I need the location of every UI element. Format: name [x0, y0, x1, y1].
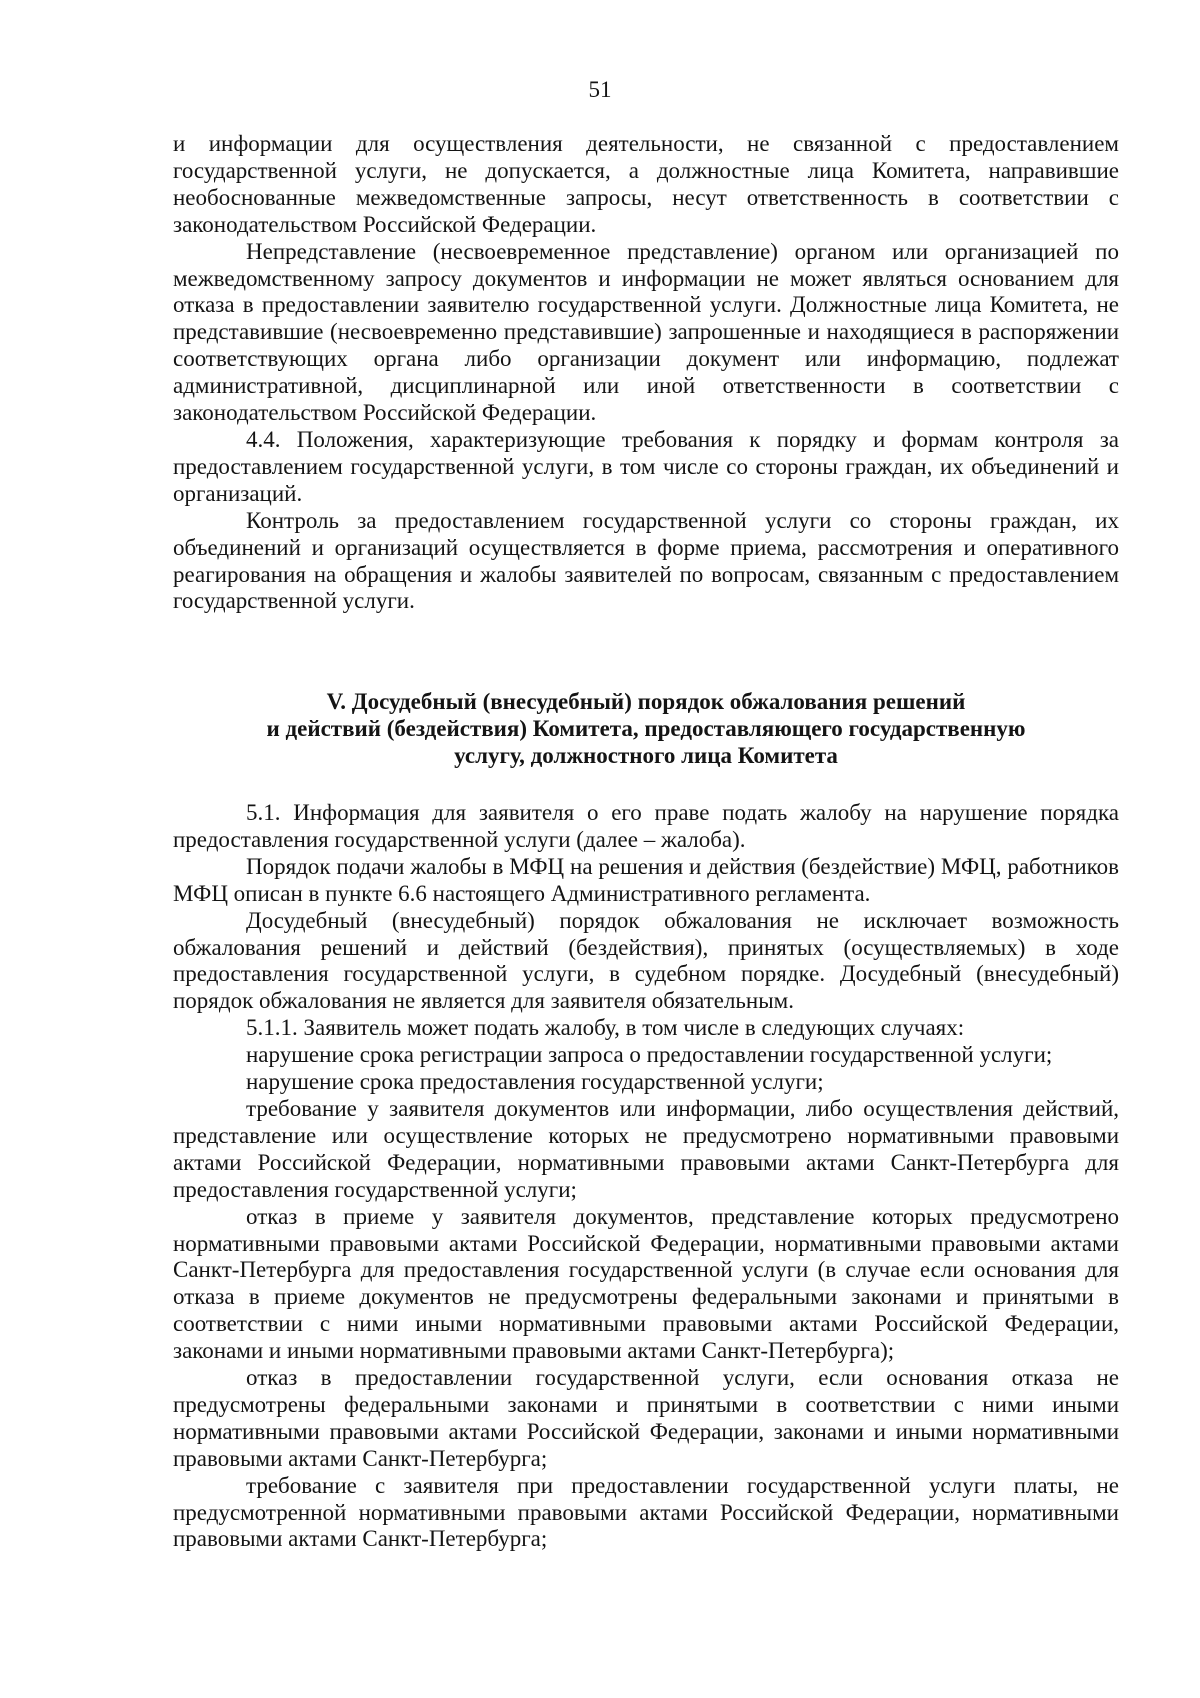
paragraph: нарушение срока предоставления государственной услуги; [246, 1069, 824, 1095]
paragraph: отказ в предоставлении государственной услуги, если основания отказа не предусмотрены федеральными законами и принятыми в соответствии с ними иными нормативными правовыми актами Российской Федерации, законами и иными нормативными правовыми актами Санкт-Петербурга; [173, 1365, 1119, 1471]
section-heading-line: услугу, должностного лица Комитета [454, 743, 838, 768]
paragraph: 4.4. Положения, характеризующие требования к порядку и формам контроля за предоставлением государственной услуги, в том числе со стороны граждан, их объединений и организаций. [173, 426, 1119, 506]
paragraph: требование с заявителя при предоставлении государственной услуги платы, не предусмотренной нормативными правовыми актами Российской Федерации, нормативными правовыми актами Санкт-Петербурга; [173, 1472, 1119, 1552]
section-heading-line: V. Досудебный (внесудебный) порядок обжалования решений [326, 689, 966, 714]
paragraph: Порядок подачи жалобы в МФЦ на решения и действия (бездействие) МФЦ, работников МФЦ описан в пункте 6.6 настоящего Административного регламента. [173, 853, 1119, 906]
section-heading-line: и действий (бездействия) Комитета, предоставляющего государственную [266, 716, 1026, 741]
section-text-block [173, 800, 1119, 1553]
paragraph: отказ в приеме у заявителя документов, представление которых предусмотрено нормативными правовыми актами Российской Федерации, нормативными правовыми актами Санкт-Петербурга для предоставления государственной услуги (в случае если основания для отказа в приеме документов не предусмотрены федеральными законами и принятыми в соответствии с ними иными нормативными правовыми актами Российской Федерации, законами и иными нормативными правовыми актами Санкт-Петербурга); [173, 1203, 1119, 1364]
paragraph: Досудебный (внесудебный) порядок обжалования не исключает возможность обжалования решений и действий (бездействия), принятых (осуществляемых) в ходе предоставления государственной услуги, в судебном порядке. Досудебный (внесудебный) порядок обжалования не является для заявителя обязательным. [173, 907, 1119, 1014]
paragraph: и информации для осуществления деятельности, не связанной с предоставлением государственной услуги, не допускается, а должностные лица Комитета, направившие необоснованные межведомственные запросы, несут ответственность в соответствии с законодательством Российской Федерации. [173, 131, 1119, 237]
paragraph: Контроль за предоставлением государственной услуги со стороны граждан, их объединений и организаций осуществляется в форме приема, рассмотрения и оперативного реагирования на обращения и жалобы заявителей по вопросам, связанным с предоставлением государственной услуги. [173, 507, 1119, 614]
paragraph: Непредставление (несвоевременное представление) органом или организацией по межведомственному запросу документов и информации не может являться основанием для отказа в предоставлении заявителю государственной услуги. Должностные лица Комитета, не представившие (несвоевременно представившие) запрошенные и находящиеся в распоряжении соответствующих органа либо организации документ или информацию, подлежат административной, дисциплинарной или иной ответственности в соответствии с законодательством Российской Федерации. [173, 238, 1119, 426]
paragraph: требование у заявителя документов или информации, либо осуществления действий, представление или осуществление которых не предусмотрено нормативными правовыми актами Российской Федерации, нормативными правовыми актами Санкт-Петербурга для предоставления государственной услуги; [173, 1095, 1119, 1202]
page-number: 51 [588, 77, 612, 102]
paragraph: 5.1. Информация для заявителя о его праве подать жалобу на нарушение порядка предоставления государственной услуги (далее – жалоба). [173, 800, 1119, 852]
top-text-block [173, 131, 1119, 615]
section-heading [173, 688, 1119, 769]
paragraph: нарушение срока регистрации запроса о предоставлении государственной услуги; [246, 1042, 1053, 1068]
paragraph: 5.1.1. Заявитель может подать жалобу, в том числе в следующих случаях: [246, 1015, 965, 1041]
